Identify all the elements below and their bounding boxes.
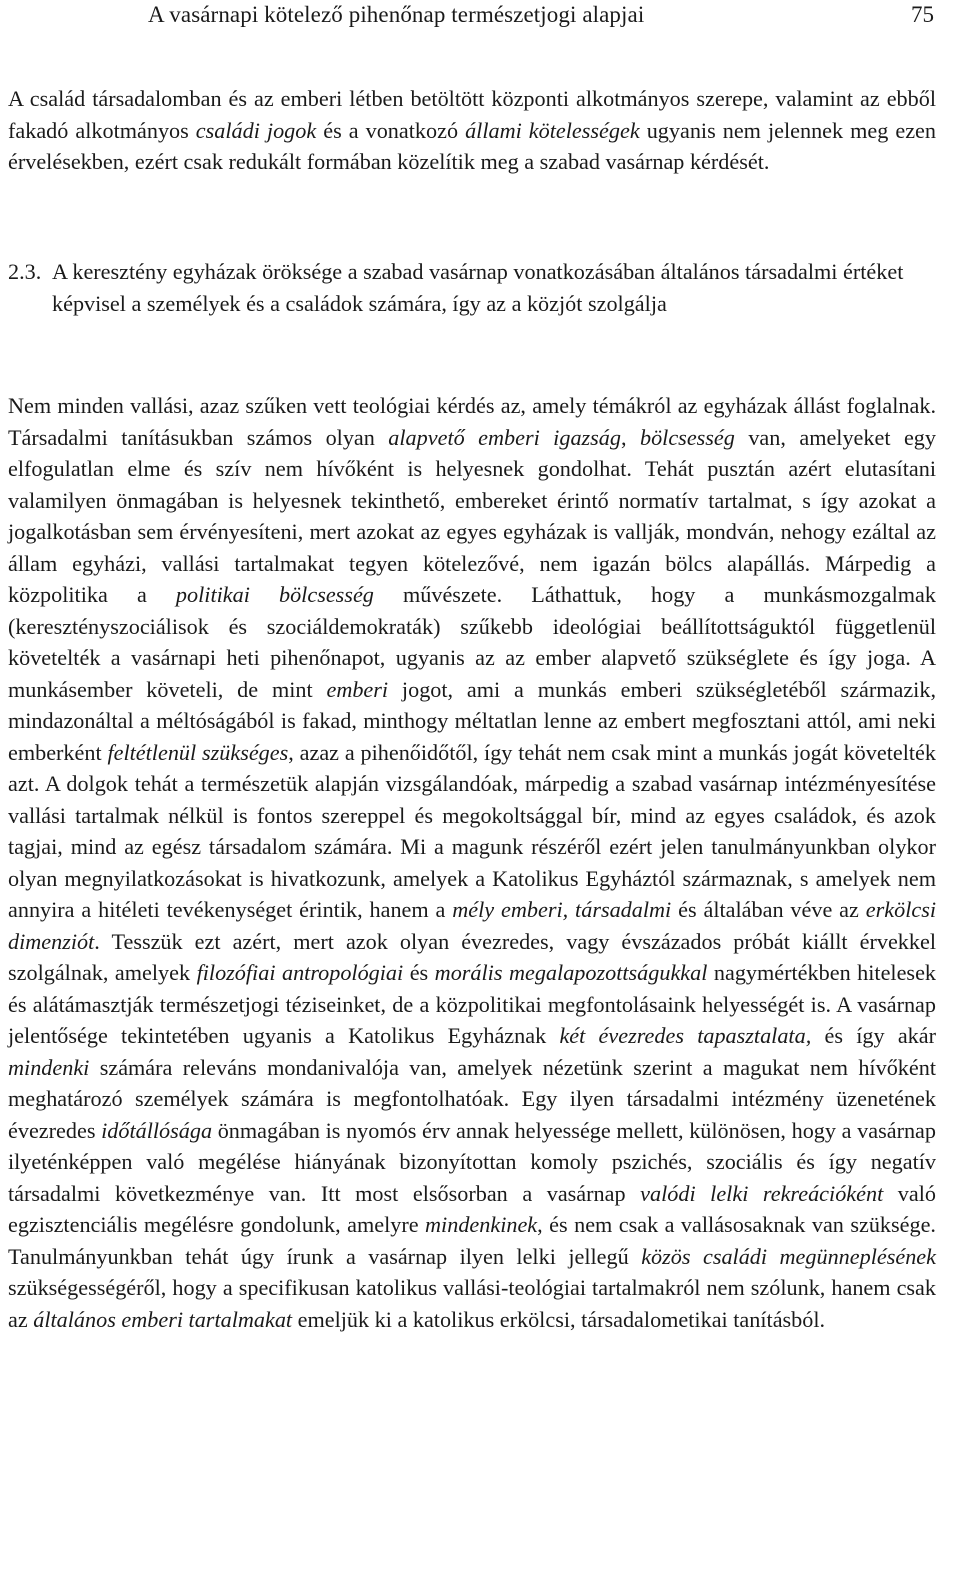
paragraph-2-segment: feltétlenül szükséges: [107, 739, 289, 765]
paragraph-2-segment: alapvető emberi igazság: [388, 424, 621, 450]
paragraph-2-segment: valódi lelki rekreációként: [640, 1180, 884, 1206]
running-title: A vasárnapi kötelező pihenőnap természetjogi alapjai: [148, 2, 645, 27]
paragraph-2-segment: . Tesszük ezt azért, mert azok olyan évezredes, vagy évszázados próbát kiállt érvekkel szolgálnak, amelyek: [8, 928, 936, 985]
paragraph-2-segment: jogot, ami a munkás emberi szükségletéből származik, mindazonáltal a méltóságából is fakad, minthogy méltatlan lenne az embert megfosztani attól, ami neki emberként: [8, 676, 936, 765]
paragraph-1-segment: családi jogok: [195, 117, 317, 143]
paragraph-2-segment: mély emberi, társadalmi: [452, 897, 672, 922]
paragraph-1-segment: ugyanis nem jelennek meg ezen érvelésekben, ezért csak redukált formában közelítik meg a szabad vasárnap kérdését.: [8, 117, 936, 174]
paragraph-2-segment: nagymértékben hitelesek és alátámasztják természetjogi téziseinket, de a közpolitikai megfontolásaink helyességét is. A vasárnap jelentősége tekintetében ugyanis a Katolikus Egyháznak: [8, 960, 937, 1048]
paragraph-2-segment: való egzisztenciális megélésre gondolunk, amelyre: [8, 1180, 937, 1237]
page-header: [0, 0, 960, 40]
paragraph-2-segment: , azaz a pihenőidőtől, így tehát nem csak mint a munkás jogát követelték azt. A dolgok tehát a természetük alapján vizsgálandóak, márpedig a szabad vasárnap intézményesítése vallási tartalmak nélkül is fontos szereppel és megokoltsággal bír, mind az egyes családok, és azok tagjai, mind az egész társadalom számára. Mi a magunk részéről ezért jelen tanulmányunkban olykor olyan megnyilatkozásokat is hivatkozunk, amelyek a Katolikus Egyháztól származnak, s amelyek nem annyira a hitéleti tevékenységet érintik, hanem a: [8, 739, 936, 922]
paragraph-2-segment: Nem minden vallási, azaz szűken vett teológiai kérdés az, amely témákról az egyházak állást foglalnak. Társadalmi tanításukban számos olyan: [8, 393, 936, 450]
paragraph-2-segment: mindenki: [8, 1054, 90, 1080]
paragraph-2-segment: emeljük ki a katolikus erkölcsi, társadalometikai tanításból.: [292, 1306, 826, 1332]
paragraph-2-text: [8, 390, 936, 1335]
paragraph-2-segment: morális megalapozottságukkal: [434, 960, 708, 985]
paragraph-2-segment: és: [403, 960, 435, 985]
paragraph-2-segment: szükségességéről, hogy a specifikusan katolikus vallási-teológiai tartalmakról nem szólunk, hanem csak az: [8, 1275, 936, 1332]
section-number: 2.3.: [8, 259, 42, 284]
paragraph-2-segment: időtállósága: [101, 1117, 213, 1143]
paragraph-2-segment: van, amelyeket egy elfogulatlan elme és szív nem hívőként is helyesnek gondolhat. Tehát pusztán azért elutasítani valamilyen önmagában is helyesnek tekinthető, embereket érintő normatív tartalmat, s így azokat a jogalkotásban sem érvényesíteni, mert azokat az egyes egyházak is vallják, mondván, nehogy ezáltal az állam egyházi, vallási tartalmakat tegyen kötelezővé, nem igazán bölcs alapállás. Márpedig a közpolitika a: [8, 424, 936, 607]
paragraph-2-segment: emberi: [326, 676, 389, 702]
paragraph-2-segment: általános emberi tartalmakat: [33, 1306, 293, 1332]
paragraph-2-segment: önmagában is nyomós érv annak helyessége mellett, különösen, hogy a vasárnap ilyeténképpen való megélése hiányának bizonyítottan komoly pszichés, szociális és így negatív társadalmi következménye van. Itt most elsősorban a vasárnap: [8, 1117, 936, 1206]
paragraph-2: [8, 390, 936, 1335]
paragraph-2-segment: bölcsesség: [639, 424, 735, 450]
section-heading: [8, 256, 936, 319]
section-title: A keresztény egyházak öröksége a szabad vasárnap vonatkozásában általános társadalmi értéket képvisel a személyek és a családok számára, így az a közjót szolgálja: [52, 259, 904, 316]
paragraph-1-text: [8, 83, 936, 178]
paragraph-2-segment: és általában véve az: [671, 897, 866, 922]
paragraph-2-segment: számára releváns mondanivalója van, amelyek nézetünk szerint a magukat nem hívőként meghatározó személyek számára is megfontolhatóak. Egy ilyen társadalmi intézmény üzenetének évezredes: [8, 1054, 936, 1143]
paragraph-2-segment: , és nem csak a vallásosaknak van szüksége. Tanulmányunkban tehát úgy írunk a vasárnap ilyen lelki jellegű: [8, 1212, 936, 1269]
page-number: 75: [911, 2, 934, 27]
paragraph-1: [8, 83, 936, 178]
paragraph-1-segment: állami kötelességek: [465, 117, 640, 143]
paragraph-2-segment: közös családi megünneplésének: [641, 1243, 937, 1269]
paragraph-2-segment: politikai bölcsesség: [175, 582, 374, 607]
paragraph-2-segment: mindenkinek: [425, 1212, 538, 1237]
paragraph-2-segment: ,: [621, 424, 640, 450]
paragraph-1-segment: és a vonatkozó: [316, 117, 466, 143]
paragraph-2-segment: filozófiai antropológiai: [196, 960, 404, 985]
paragraph-2-segment: művészete. Láthattuk, hogy a munkásmozgalmak (keresztényszociálisok és szociáldemokraták) szűkebb ideológiai beállítottságuktól függetlenül követelték a vasárnapi heti pihenőnapot, ugyanis az az ember alapvető szükséglete és így joga. A munkásember követeli, de mint: [8, 582, 936, 702]
paragraph-1-segment: A család társadalomban és az emberi létben betöltött központi alkotmányos szerepe, valamint az ebből fakadó alkotmányos: [8, 86, 936, 143]
paragraph-2-segment: erkölcsi dimenziót: [8, 897, 937, 954]
paragraph-2-segment: és így akár: [811, 1023, 937, 1048]
paragraph-2-segment: két évezredes tapasztalata,: [559, 1023, 812, 1048]
